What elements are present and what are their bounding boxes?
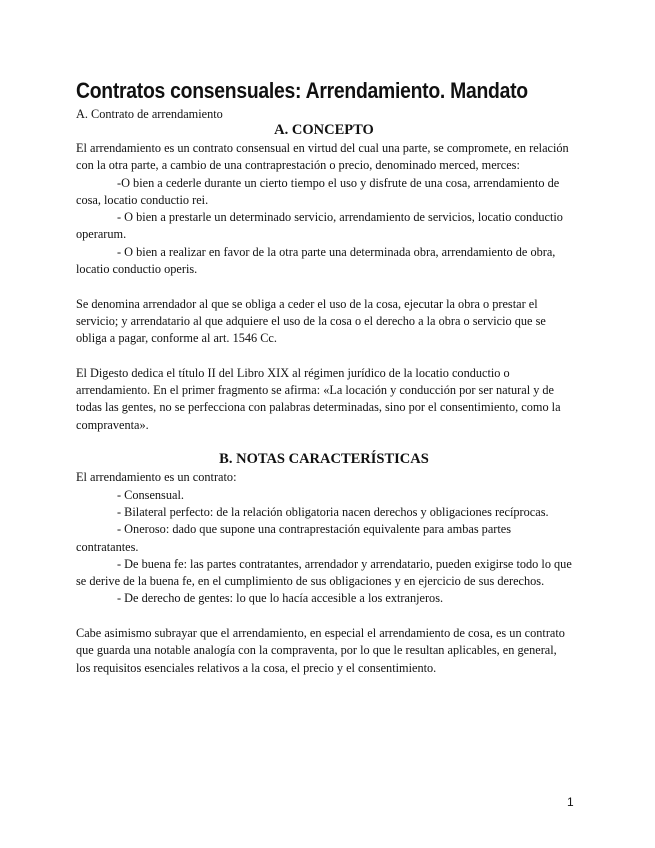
section-b-closing-paragraph: Cabe asimismo subrayar que el arrendamiento, en especial el arrendamiento de cosa, es un contrato que guarda una notable analogía con la compraventa, por lo que le resultan aplicables, en general, los requisitos esenciales relativos a la cosa, el precio y el consentimiento. bbox=[76, 626, 565, 675]
section-a-intro: El arrendamiento es un contrato consensual en virtud del cual una parte, se compromete, en relación con la otra parte, a cambio de una contraprestación o precio, denominado merced, merces: bbox=[76, 141, 569, 173]
section-a-item-cosa: -O bien a cederle durante un cierto tiempo el uso y disfrute de una cosa, arrendamiento de cosa, locatio conductio rei. bbox=[76, 175, 560, 207]
document-page bbox=[76, 78, 572, 677]
section-b-item-buena-fe: - De buena fe: las partes contratantes, arrendador y arrendatario, pueden exigirse todo lo que se derive de la buena fe, en el cumplimiento de sus obligaciones y en ejercicio de sus derechos. bbox=[76, 556, 572, 589]
paragraph-spacer bbox=[76, 434, 572, 451]
section-b-item-consensual: - Consensual. bbox=[117, 487, 184, 502]
section-notas bbox=[76, 451, 572, 677]
section-b-item-oneroso: - Oneroso: dado que supone una contraprestación equivalente para ambas partes contratantes. bbox=[76, 522, 512, 554]
section-a-heading: A. CONCEPTO bbox=[274, 122, 374, 138]
section-a-paragraph-arrendador: Se denomina arrendador al que se obliga a ceder el uso de la cosa, ejecutar la obra o prestar el servicio; y arrendatario al que adquiere el uso de la cosa o el derecho a la obra o servicio que se obliga a pagar, conforme al art. 1546 Cc. bbox=[76, 296, 546, 346]
paragraph-spacer bbox=[76, 278, 572, 295]
section-a-item-servicios: - O bien a prestarle un determinado servicio, arrendamiento de servicios, locatio conductio operarum. bbox=[76, 210, 563, 242]
section-a-item-obra: - O bien a realizar en favor de la otra parte una determinada obra, arrendamiento de obra, locatio conductio operis. bbox=[76, 244, 556, 277]
section-b-item-derecho-gentes: - De derecho de gentes: lo que lo hacía accesible a los extranjeros. bbox=[117, 591, 444, 606]
section-b-item-bilateral: - Bilateral perfecto: de la relación obligatoria nacen derechos y obligaciones recíprocas. bbox=[117, 504, 549, 519]
page-number: 1 bbox=[567, 795, 574, 809]
paragraph-spacer bbox=[76, 348, 572, 365]
section-b-heading: B. NOTAS CARACTERÍSTICAS bbox=[219, 451, 429, 468]
paragraph-spacer bbox=[76, 608, 572, 625]
document-subtitle: A. Contrato de arrendamiento bbox=[76, 107, 223, 121]
section-b-intro: El arrendamiento es un contrato: bbox=[76, 470, 237, 485]
section-concepto bbox=[76, 122, 572, 451]
document-title: Contratos consensuales: Arrendamiento. Mandato bbox=[76, 78, 528, 103]
section-a-paragraph-digesto: El Digesto dedica el título II del Libro XIX al régimen jurídico de la locatio conductio o arrendamiento. En el primer fragmento se afirma: «La locación y conducción por ser natural y de todas las gentes, no se perfecciona con palabras determinadas, sino por el consentimiento, como la compraventa». bbox=[76, 365, 561, 432]
